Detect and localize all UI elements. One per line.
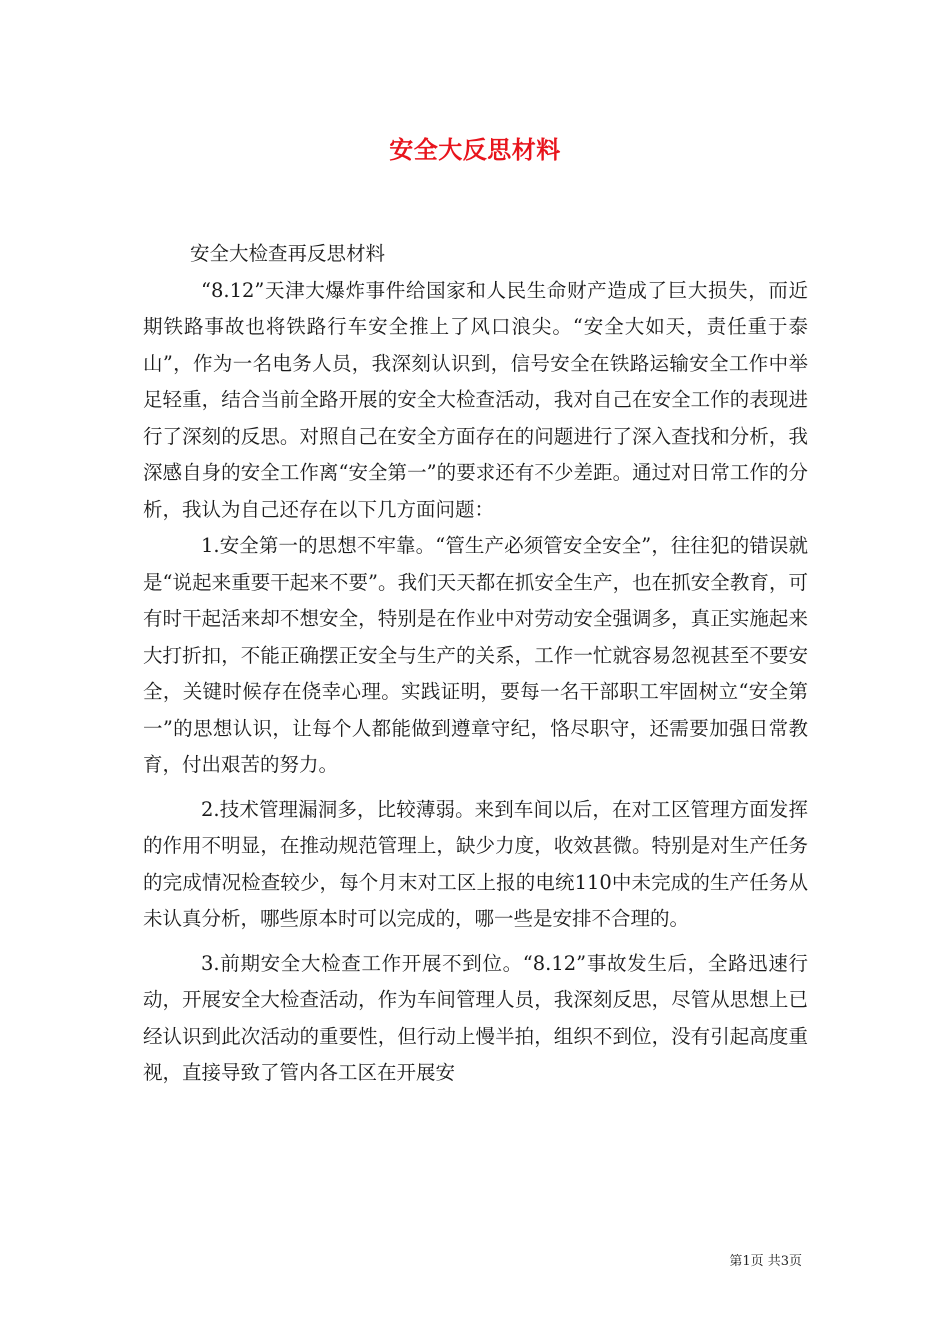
paragraph-item-3: 3.前期安全大检查工作开展不到位。“8.12”事故发生后，全路迅速行动，开展安全大检查活动，作为车间管理人员，我深刻反思，尽管从思想上已经认识到此次活动的重要性，但行动上慢半拍，组织不到位，没有引起高度重视，直接导致了管内各工区在开展安 (143, 951, 808, 1084)
document-title: 安全大反思材料 (389, 135, 561, 164)
paragraph-item-1: 1.安全第一的思想不牢靠。“管生产必须管安全安全”，往往犯的错误就是“说起来重要干起来不要”。我们天天都在抓安全生产，也在抓安全教育，可有时干起活来却不想安全，特别是在作业中对劳动安全强调多，真正实施起来大打折扣，不能正确摆正安全与生产的关系，工作一忙就容易忽视甚至不要安全，关键时候存在侥幸心理。实践证明，要每一名干部职工牢固树立“安全第一”的思想认识，让每个人都能做到遵章守纪，恪尽职守，还需要加强日常教育，付出艰苦的努力。 (143, 534, 808, 776)
document-body (143, 236, 808, 1092)
document-subtitle: 安全大检查再反思材料 (190, 242, 386, 265)
page-number: 第1页 共3页 (729, 1254, 802, 1269)
paragraph-intro: “8.12”天津大爆炸事件给国家和人民生命财产造成了巨大损失，而近期铁路事故也将铁路行车安全推上了风口浪尖。“安全大如天，责任重于泰山”，作为一名电务人员，我深刻认识到，信号安全在铁路运输安全工作中举足轻重，结合当前全路开展的安全大检查活动，我对自己在安全工作的表现进行了深刻的反思。对照自己在安全方面存在的问题进行了深入查找和分析，我深感自身的安全工作离“安全第一”的要求还有不少差距。通过对日常工作的分析，我认为自己还存在以下几方面问题： (143, 278, 808, 521)
paragraph-item-2: 2.技术管理漏洞多，比较薄弱。来到车间以后，在对工区管理方面发挥的作用不明显，在推动规范管理上，缺少力度，收效甚微。特别是对生产任务的完成情况检查较少，每个月末对工区上报的电统110中未完成的生产任务从未认真分析，哪些原本时可以完成的，哪一些是安排不合理的。 (143, 797, 808, 930)
